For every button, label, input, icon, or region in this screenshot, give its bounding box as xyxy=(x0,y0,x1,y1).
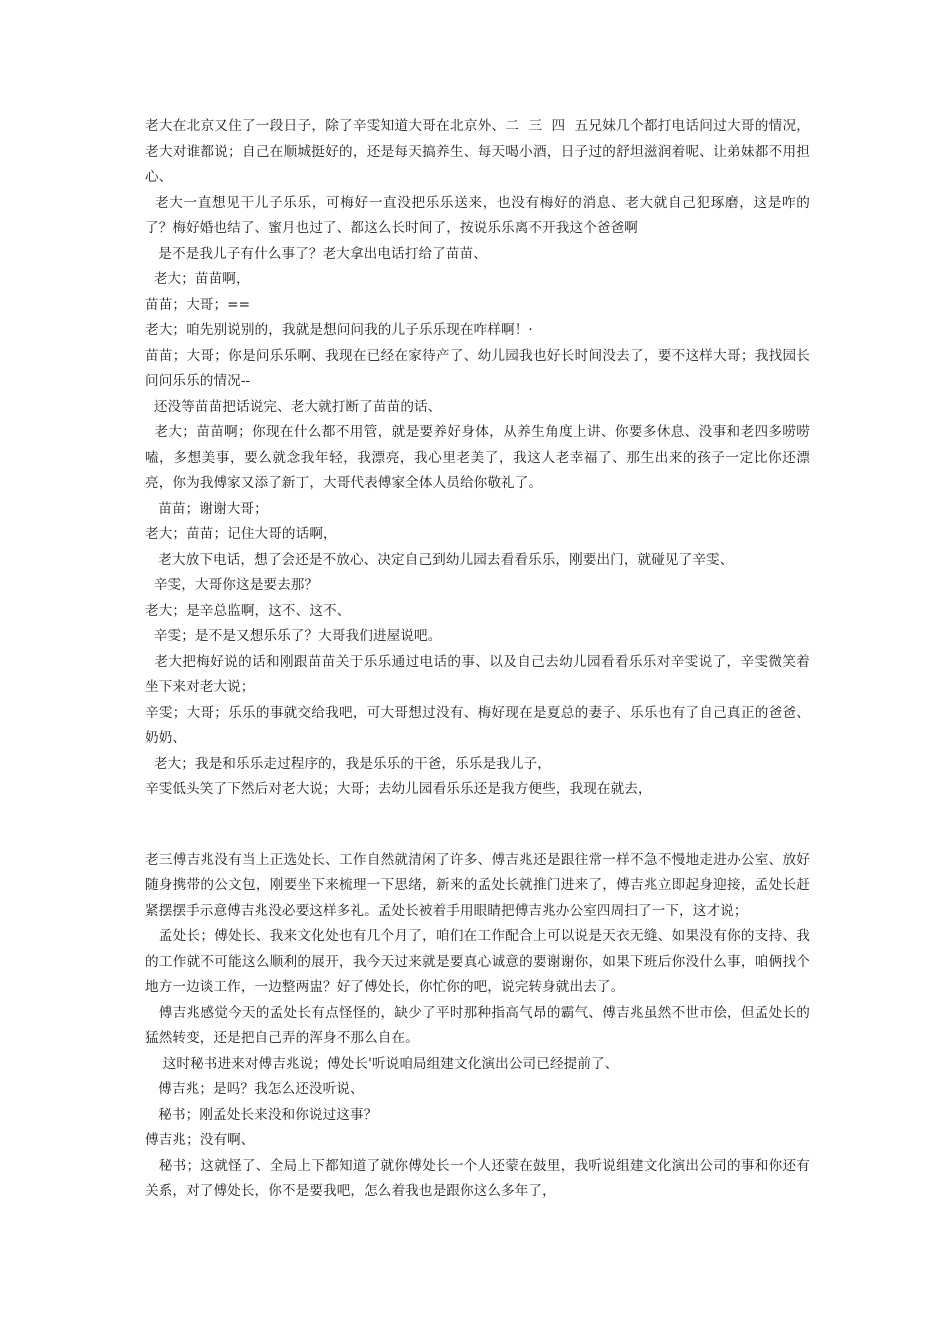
paragraph: 辛雯低头笑了下然后对老大说；大哥；去幼儿园看乐乐还是我方便些，我现在就去， xyxy=(145,781,652,797)
paragraph: 老三傅吉兆没有当上正选处长、工作自然就清闲了许多、傅吉兆还是跟往常一样不急不慢地走进办公室、放好随身携带的公文包，刚要坐下来梳理一下思绪，新来的孟处长就推门进来了，傅吉兆立即起身迎接，孟处长赶紧摆摆手示意傅吉兆没必要这样多礼。孟处长被着手用眼睛把傅吉兆办公室四周扫了一下，这才说； xyxy=(145,851,810,919)
section-gap xyxy=(145,803,810,848)
paragraph: 老大；我是和乐乐走过程序的，我是乐乐的干爸，乐乐是我儿子， xyxy=(145,755,551,772)
paragraph: 秘书；这就怪了、全局上下都知道了就你傅处长一个人还蒙在鼓里，我听说组建文化演出公司的事和你还有关系，对了傅处长，你不是要我吧，怎么着我也是跟你这么多年了， xyxy=(145,1157,810,1199)
paragraph: 老大在北京又住了一段日子，除了辛雯知道大哥在北京外、二 三 四 五兄妹几个都打电话问过大哥的情况，老大对谁都说；自己在顺城挺好的，还是每天搞养生、每天喝小酒，日子过的舒坦滋润着呢、让弟妹都不用担心、 xyxy=(145,118,810,185)
paragraph: 辛雯，大哥你这是要去那？ xyxy=(145,577,319,593)
paragraph: 傅吉兆感觉今天的孟处长有点怪怪的，缺少了平时那种指高气昂的霸气、傅吉兆虽然不世市侩，但孟处长的猛然转变，还是把自己弄的浑身不那么自在。 xyxy=(145,1004,810,1046)
paragraph: 秘书；刚孟处长来没和你说过这事？ xyxy=(145,1106,378,1123)
document-page xyxy=(145,114,810,1205)
paragraph: 辛雯；是不是又想乐乐了？大哥我们进屋说吧。 xyxy=(145,628,442,644)
paragraph: 这时秘书进来对傅吉兆说；傅处长'听说咱局组建文化演出公司已经提前了、 xyxy=(145,1055,619,1072)
paragraph: 老大一直想见干儿子乐乐，可梅好一直没把乐乐送来，也没有梅好的消息、老大就自己犯琢磨，这是咋的了？梅好婚也结了、蜜月也过了、都这么长时间了，按说乐乐离不开我这个爸爸啊 xyxy=(145,194,810,236)
paragraph: 孟处长；傅处长、我来文化处也有几个月了，咱们在工作配合上可以说是天衣无缝、如果没有你的支持、我的工作就不可能这么顺利的展开，我今天过来就是要真心诚意的要谢谢你，如果下班后你没什么事，咱俩找个地方一边谈工作，一边整两盅？好了傅处长，你忙你的吧，说完转身就出去了。 xyxy=(145,928,810,995)
paragraph: 老大把梅好说的话和刚跟苗苗关于乐乐通过电话的事、以及自己去幼儿园看看乐乐对辛雯说了，辛雯微笑着坐下来对老大说； xyxy=(145,653,811,695)
paragraph: 苗苗；大哥；你是问乐乐啊、我现在已经在家待产了、幼儿园我也好长时间没去了，要不这样大哥；我找园长问问乐乐的情况-- xyxy=(145,347,810,389)
paragraph: 老大；苗苗啊；你现在什么都不用管，就是要养好身体，从养生角度上讲、你要多休息、没事和老四多唠唠嗑，多想美事，要么就念我年轻，我漂亮，我心里老美了，我这人老幸福了、那生出来的孩子一定比你还漂亮，你为我傅家又添了新丁，大哥代表傅家全体人员给你敬礼了。 xyxy=(145,424,811,491)
paragraph: 老大；苗苗啊， xyxy=(145,271,250,287)
paragraph: 还没等苗苗把话说完、老大就打断了苗苗的话、 xyxy=(145,398,442,415)
paragraph: 老大；是辛总监啊，这不、这不、 xyxy=(145,602,351,619)
paragraph: 是不是我儿子有什么事了？老大拿出电话打给了苗苗、 xyxy=(145,245,487,262)
story-section-1 xyxy=(145,114,810,803)
paragraph: 傅吉兆；没有啊、 xyxy=(145,1132,255,1148)
story-section-2 xyxy=(145,848,810,1205)
paragraph: 老大放下电话，想了会还是不放心、决定自己到幼儿园去看看乐乐，刚要出门，就碰见了辛雯、 xyxy=(145,551,734,568)
paragraph: 苗苗；大哥；== xyxy=(145,296,251,313)
paragraph: 傅吉兆；是吗？我怎么还没听说、 xyxy=(145,1081,364,1097)
paragraph: 辛雯；大哥；乐乐的事就交给我吧，可大哥想过没有、梅好现在是夏总的妻子、乐乐也有了自己真正的爸爸、奶奶、 xyxy=(145,704,810,746)
paragraph: 老大；苗苗；记住大哥的话啊， xyxy=(145,526,337,542)
paragraph: 老大；咱先别说别的，我就是想问问我的儿子乐乐现在咋样啊！· xyxy=(145,322,533,338)
paragraph: 苗苗；谢谢大哥； xyxy=(145,500,268,517)
